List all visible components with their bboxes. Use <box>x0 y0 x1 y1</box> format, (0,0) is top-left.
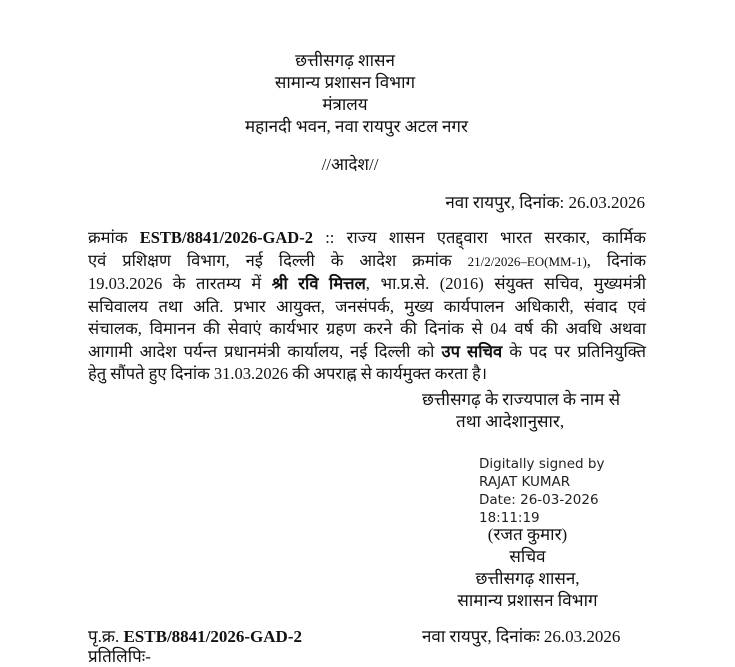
body-text: एवं प्रशिक्षण विभाग, नई दिल्ली के आदेश क्रमांक <box>88 250 468 270</box>
place-date: नवा रायपुर, दिनांक: 26.03.2026 <box>445 193 645 212</box>
body-line <box>88 273 646 296</box>
body-line <box>88 227 646 250</box>
signer-name: (रजत कुमार) <box>487 525 568 544</box>
body-text: :: राज्य शासन एतद्द्वारा भारत सरकार, कार्मिक <box>312 228 646 247</box>
body-line <box>88 341 646 364</box>
order-body-paragraph <box>88 227 646 386</box>
body-line: हेतु सौंपते हुए दिनांक 31.03.2026 की अपराह्न से कार्यमुक्त करता है। <box>88 364 488 383</box>
governor-name-line: छत्तीसगढ़ के राज्यपाल के नाम से <box>422 390 621 409</box>
letterhead-department: सामान्य प्रशासन विभाग <box>274 73 416 92</box>
body-text: क्रमांक <box>88 228 140 247</box>
order-heading: //आदेश// <box>321 155 379 174</box>
officer-name: श्री रवि मित्तल <box>271 274 366 293</box>
designation-highlight: उप सचिव <box>441 341 503 361</box>
body-text: आगामी आदेश पर्यन्त प्रधानमंत्री कार्यालय, नई दिल्ली को <box>88 341 442 361</box>
endorsement-number: ESTB/8841/2026-GAD-2 <box>123 627 302 646</box>
copy-to-label: प्रतिलिपिः- <box>88 647 151 666</box>
signer-block <box>445 524 610 612</box>
signature-caption: Digitally signed by <box>479 456 605 472</box>
signer-government: छत्तीसगढ़ शासन, <box>475 569 580 588</box>
letterhead-ministry: मंत्रालय <box>322 95 368 114</box>
body-line <box>88 250 646 274</box>
letterhead-government: छत्तीसगढ़ शासन <box>295 51 395 70</box>
signer-designation: सचिव <box>509 547 546 566</box>
signature-time: 18:11:19 <box>479 510 540 526</box>
order-number: ESTB/8841/2026-GAD-2 <box>139 228 313 247</box>
body-text: , दिनांक <box>586 250 647 270</box>
signature-date: Date: 26-03-2026 <box>479 492 599 508</box>
body-text: 19.03.2026 के तारतम्य में <box>88 274 272 293</box>
signatory-name: RAJAT KUMAR <box>479 474 571 490</box>
body-line: सचिवालय तथा अति. प्रभार आयुक्त, जनसंपर्क, मुख्य कार्यपालन अधिकारी, संवाद एवं <box>88 296 646 316</box>
signer-department: सामान्य प्रशासन विभाग <box>457 591 598 610</box>
body-line: संचालक, विमानन की सेवाएं कार्यभार ग्रहण करने की दिनांक से 04 वर्ष की अवधि अथवा <box>88 319 646 338</box>
letterhead-address: महानदी भवन, नवा रायपुर अटल नगर <box>245 117 468 136</box>
governor-order-line <box>422 389 620 433</box>
body-text: के पद पर प्रतिनियुक्ति <box>502 341 646 361</box>
digital-signature-block <box>479 455 604 527</box>
endorsement-prefix: पृ.क्र. <box>88 627 124 646</box>
endorsement-place-date: नवा रायपुर, दिनांकः 26.03.2026 <box>422 627 621 646</box>
by-order-line: तथा आदेशानुसार, <box>456 412 565 431</box>
body-text: , भा.प्र.से. (2016) संयुक्त सचिव, मुख्यमंत्री <box>365 274 646 293</box>
reference-number: 21/2/2026–EO(MM-1) <box>467 253 587 269</box>
letterhead <box>245 50 468 138</box>
